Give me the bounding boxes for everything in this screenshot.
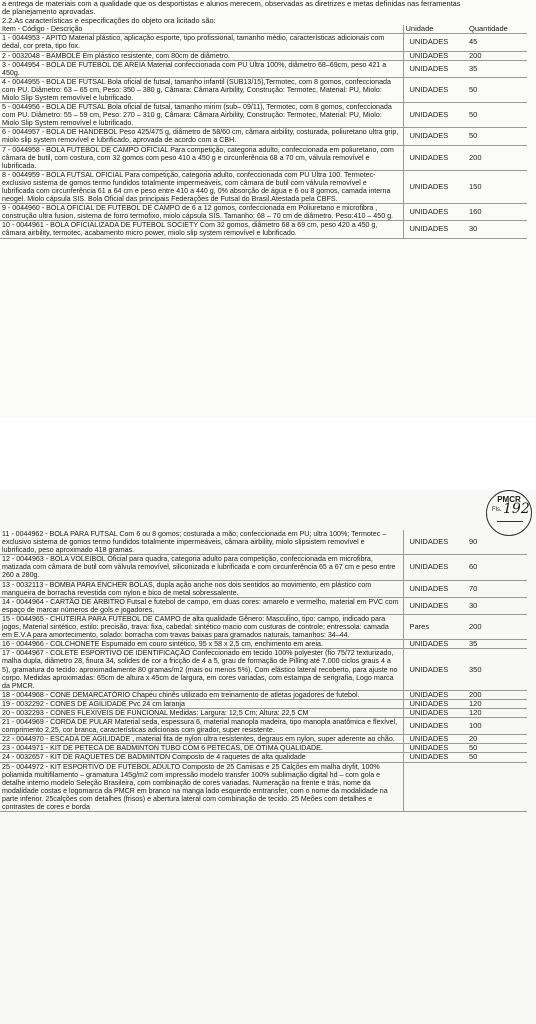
table-row — [0, 580, 527, 597]
table-header-row — [0, 25, 527, 34]
item-description: 7 - 0044958 - BOLA FUTEBOL DE CAMPO OFICIAL Para competição, categoria adulto, confeccionada em poliuretano, com câmara de butil, com costura, com 32 gomos com peso 410 a 450 g e circunferência 68 a 70 cm, válvula removível e lubrificada. — [0, 145, 403, 170]
table-row — [0, 128, 527, 145]
item-quantity: 50 — [467, 103, 527, 128]
table-row — [0, 708, 527, 717]
table-row — [0, 640, 527, 649]
table-row — [0, 699, 527, 708]
item-description: 1 - 0044953 - APITO Material plástico, aplicação esporte, tipo profissional, tamanho médio, características adicionais com dedal, cor preta, tipo fox. — [0, 34, 403, 51]
table-row — [0, 718, 527, 735]
document-page-2 — [0, 490, 536, 1024]
table-row — [0, 735, 527, 744]
item-unit: UNIDADES — [403, 640, 467, 649]
item-quantity: 120 — [467, 708, 527, 717]
item-description: 16 - 0044966 - COLCHONETE Espumado em couro sintético, 95 x 58 x 2,5 cm, enchimento em areia. — [0, 640, 403, 649]
table-row — [0, 145, 527, 170]
item-description: 18 - 0044968 - CONE DEMARCATÓRIO Chapéu chinês utilizado em treinamento de atletas jogadores de futebol. — [0, 690, 403, 699]
item-quantity: 150 — [467, 170, 527, 203]
table-row — [0, 204, 527, 221]
item-unit: UNIDADES — [403, 708, 467, 717]
table-row — [0, 753, 527, 762]
item-unit: UNIDADES — [403, 753, 467, 762]
header-description: Item - Código - Descrição — [0, 25, 403, 34]
item-description: 4 - 0044955 - BOLA DE FUTSAL Bola oficial de futsal, tamanho infantil (SUB13/15),Termotec, com 8 gomos, confeccionada com PU. Diâmetro: 63 – 65 cm, Peso: 350 – 380 g, Câmara: Câmara Airbility, Construção: Termotec, Material: PU, Miolo: Miolo Slip System removível e lubrificado. — [0, 77, 403, 102]
item-unit: UNIDADES — [403, 699, 467, 708]
item-description: 24 - 0032657 - KIT DE RAQUETES DE BADMINTON Composto de 4 raquetes de alta qualidade — [0, 753, 403, 762]
item-quantity — [467, 762, 527, 812]
item-unit: UNIDADES — [403, 77, 467, 102]
item-unit: UNIDADES — [403, 718, 467, 735]
item-unit: UNIDADES — [403, 170, 467, 203]
intro-line: a entrega de materiais com a qualidade que os desportistas e alunos merecem, observadas as diretrizes e metas definidas nas ferramentas — [2, 0, 461, 8]
table-row — [0, 221, 527, 238]
table-row — [0, 103, 527, 128]
item-unit: UNIDADES — [403, 597, 467, 614]
item-quantity: 120 — [467, 699, 527, 708]
table-row — [0, 744, 527, 753]
item-unit: UNIDADES — [403, 530, 467, 555]
item-quantity: 200 — [467, 51, 527, 60]
item-description: 19 - 0032292 - CONES DE AGILIDADE Pvc 24 cm laranja — [0, 699, 403, 708]
item-quantity: 30 — [467, 597, 527, 614]
item-quantity: 100 — [467, 718, 527, 735]
table-row — [0, 649, 527, 690]
item-description: 8 - 0044959 - BOLA FUTSAL OFICIAL Para competição, categoria adulto, confeccionada com PU Ultra 100. Termotec- exclusivo sistema de gomos termo fundidos totalmente impermeáveis, com câmara de butil com válvula removível e lubrificada com circunferência 61 a 64 cm e peso entre 410 a 440 g, 0% absorção de água e 6 ou 8 gomos, camada interna neogel. Miolo cápsula SIS. Bola Oficial das principais Federações de Futsal do Brasil.Atestada pela CBFS. — [0, 170, 403, 203]
item-unit — [403, 762, 467, 812]
item-quantity: 90 — [467, 530, 527, 555]
item-quantity: 70 — [467, 580, 527, 597]
document-page-1 — [0, 0, 536, 418]
item-quantity: 200 — [467, 145, 527, 170]
item-description: 10 - 0044961 - BOLA OFICIALIZADA DE FUTEBOL SOCIETY Com 32 gomos, diâmetro 68 a 69 cm, peso 420 a 450 g, câmara airbility, termotec, acabamento micro power, miolo slip system removível e lubrificado. — [0, 221, 403, 238]
item-quantity: 45 — [467, 34, 527, 51]
item-unit: UNIDADES — [403, 690, 467, 699]
table-row — [0, 77, 527, 102]
item-unit: UNIDADES — [403, 555, 467, 580]
item-quantity: 50 — [467, 744, 527, 753]
item-description: 20 - 0032293 - CONES FLEXIVEIS DE FUNCIONAL Medidas: Largura: 12,5 Cm; Altura: 22,5 CM — [0, 708, 403, 717]
table-row — [0, 597, 527, 614]
item-unit: UNIDADES — [403, 204, 467, 221]
item-unit: UNIDADES — [403, 34, 467, 51]
item-unit: UNIDADES — [403, 128, 467, 145]
item-quantity: 50 — [467, 77, 527, 102]
item-unit: UNIDADES — [403, 744, 467, 753]
item-description: 3 - 0044954 - BOLA DE FUTEBOL DE AREIA Material confeccionada com PU Ultra 100%, diâmetro 68–69cm, peso 421 a 450g. — [0, 60, 403, 77]
item-description: 17 - 0044967 - COLETE ESPORTIVO DE IDENTIFICAÇÃO Confeccionado em tecido 100% polyester (fio 75/72 texturizado, malha dupla, diâmetro 28, finura 34, solides de cor a fricção de 4 a 5, grau de formação de Pilling até 7.000 ciclos graus 4 a 5), gramatura do tecido: aproximadamente 80 gramas/m2 (mais ou menos 5%). Com elástico lateral recoberto, para ajuste no corpo. Medidas aproximadas: 65cm de altura x 45cm de largura, em cores variadas, com estampa de serigrafia, Logo marca da PMCR. — [0, 649, 403, 690]
table-row — [0, 690, 527, 699]
header-quantity: Quantidade — [467, 25, 527, 34]
item-quantity: 200 — [467, 690, 527, 699]
item-description: 21 - 0044969 - CORDA DE PULAR Material seda, espessura 6, material manopla madeira, tipo manopla anatômica e flexível, comprimento 2,25, cor branca, características adicionais com girador, super resistente. — [0, 718, 403, 735]
item-description: 22 - 0044970 - ESCADA DE AGILIDADE , material fita de nylon ultra resistentes, degraus em nylon, super aderente ao chão. — [0, 735, 403, 744]
item-description: 25 - 0044972 - KIT ESPORTIVO DE FUTEBOL ADULTO Composto de 25 Camisas e 25 Calções em malha dryfit, 100% poliamida multifilamento – gramatura 145g/m2 com impressão modelo transfer 100% sublimação digital hd – com gola e detalhe interno modelo Seleção Brasileira, com combinação de cores variadas. Numeração na frente e trás, nome da modalidade costas e logomarca da PMCR em branco na manga lado esquerdo emtransfer, com o nome da modalidade na parte inferior. 25calções com detalhes (frisos) e abertura lateral com combinação de tecido. 25 Meões com detalhes e contrastes de cores e borda — [0, 762, 403, 812]
table-row — [0, 60, 527, 77]
item-description: 12 - 0044963 - BOLA VOLEIBOL Oficial para quadra, categoria adulto para competição, confeccionada em microfibra, matizada com câmara de butil com válvula removível, siliconizada e lubrificada e com circunferência 65 a 67 cm e peso entre 260 a 280g. — [0, 555, 403, 580]
item-description: 14 - 0044964 - CARTÃO DE ÁRBITRO Futsal e futebol de campo, em duas cores: amarelo e vermelho, material em PVC com espaço de marcar números de gols e jogadores. — [0, 597, 403, 614]
intro-text — [0, 0, 536, 25]
item-quantity: 160 — [467, 204, 527, 221]
item-unit: UNIDADES — [403, 51, 467, 60]
item-description: 11 - 0044962 - BOLA PARA FUTSAL Com 6 ou 8 gomos; costurada a mão; confeccionada em PU; ultra 100%; Termotec – exclusivo sistema de gomos termo fundidos totalmente impermeáveis, câmara airbility, miolo slipsistem removível e lubrificado, peso aproximado 418 gramas. — [0, 530, 403, 555]
item-description: 6 - 0044957 - BOLA DE HANDEBOL Peso 425/475 g, diâmetro de 58/60 cm, câmara airbility, costurada, poliuretano ultra grip, miolo slip system removível e lubrificado, aprovada de acordo com a CBH. — [0, 128, 403, 145]
header-unit: Unidade — [403, 25, 467, 34]
page-gap — [0, 418, 536, 490]
item-unit: UNIDADES — [403, 145, 467, 170]
item-unit: UNIDADES — [403, 103, 467, 128]
table-row — [0, 34, 527, 51]
item-quantity: 200 — [467, 614, 527, 639]
item-unit: UNIDADES — [403, 649, 467, 690]
stamp-page-number: 192 — [503, 501, 530, 517]
item-quantity: 20 — [467, 735, 527, 744]
intro-line: de planejamento aprovadas. — [2, 7, 96, 17]
item-description: 15 - 0044965 - CHUTEIRA PARA FUTEBOL DE CAMPO de alta qualidade Gênero: Masculino, tipo: campo, indicado para jogos, Material sintético, estilo: precisão, trava: fixa, cabedal: sintético macio com custuras de controle; entressola: camada em E.V.A para amortecimento, solado: borracha com travas baixas para gramados naturais, tamanhos: 34–44. — [0, 614, 403, 639]
item-quantity: 350 — [467, 649, 527, 690]
stamp-fls-label: Fls. — [492, 507, 502, 513]
stamp-underline — [497, 521, 523, 522]
table-row — [0, 51, 527, 60]
item-unit: UNIDADES — [403, 60, 467, 77]
item-description: 5 - 0044956 - BOLA DE FUTSAL Bola oficial de futsal, tamanho mirim (sub– 09/11), Termotec, com 8 gomos, confeccionada com PU. Diâmetro: 55 – 59 cm, Peso: 270 – 310 g, Câmara: Câmara Airbility, Construção: Termotec, Material: PU, Miolo: Miolo Slip System removível e lubrificado. — [0, 103, 403, 128]
intro-line: 2.2.As características e especificações do objeto ora licitado são: — [2, 15, 216, 25]
stamp-title: PMCR — [497, 495, 521, 504]
table-row — [0, 555, 527, 580]
item-unit: UNIDADES — [403, 580, 467, 597]
items-table-page-2 — [0, 530, 527, 812]
item-quantity: 30 — [467, 221, 527, 238]
table-row — [0, 614, 527, 639]
item-unit: Pares — [403, 614, 467, 639]
item-quantity: 60 — [467, 555, 527, 580]
item-unit: UNIDADES — [403, 221, 467, 238]
item-quantity: 35 — [467, 640, 527, 649]
item-unit: UNIDADES — [403, 735, 467, 744]
item-quantity: 35 — [467, 60, 527, 77]
item-description: 13 - 0032113 - BOMBA PARA ENCHER BOLAS, dupla ação anche nos dois sentidos ao movimento, em plástico com mangueira de borracha revestida com nylon e bico de metal sobressalente. — [0, 580, 403, 597]
pmcr-page-stamp — [486, 490, 532, 536]
table-row — [0, 762, 527, 812]
table-row — [0, 170, 527, 203]
item-quantity: 50 — [467, 753, 527, 762]
items-table-page-1 — [0, 25, 527, 238]
item-description: 2 - 0032048 - BAMBOLÊ Em plástico resistente, com 80cm de diâmetro. — [0, 51, 403, 60]
item-description: 9 - 0044960 - BOLA OFICIAL DE FUTEBOL DE CAMPO de 6 a 12 gomos, confeccionada em Poliuretano e microfibra , construção ultra fusion, sistema de forro termofixo, miolo cápsula SIS. Tamanho: 68 – 70 cm de diâmetro. Peso:410 – 450 g. — [0, 204, 403, 221]
item-quantity: 50 — [467, 128, 527, 145]
item-description: 23 - 0044971 - KIT DE PETECA DE BADMINTON TUBO COM 6 PETECAS, DE ÓTIMA QUALIDADE. — [0, 744, 403, 753]
table-row — [0, 530, 527, 555]
